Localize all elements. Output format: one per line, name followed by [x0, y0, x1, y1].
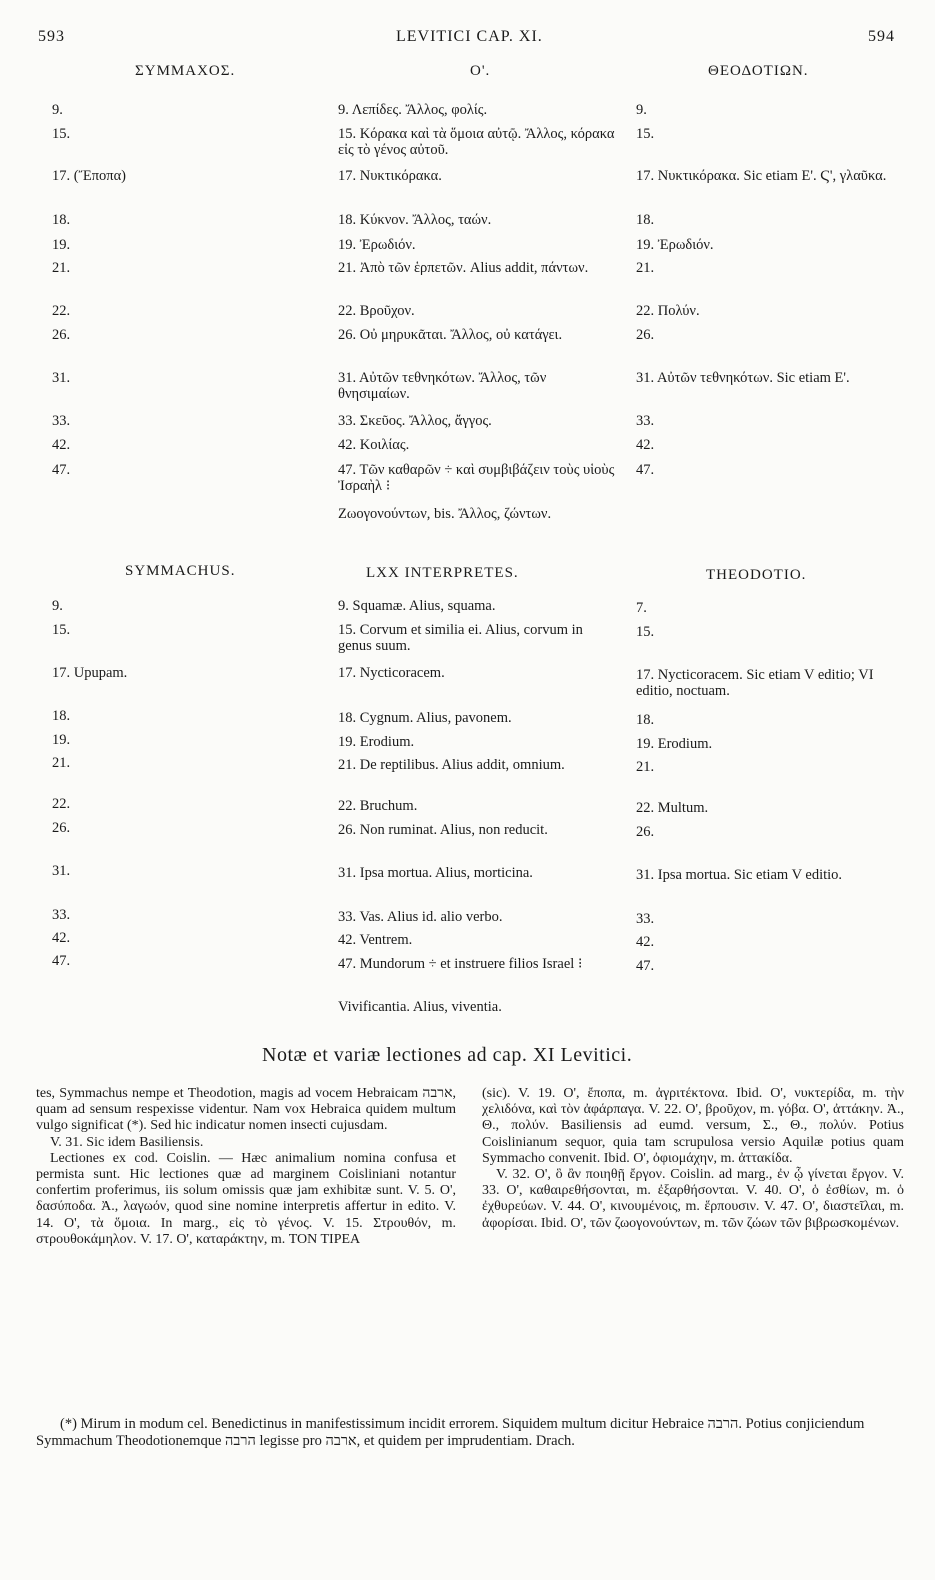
- latin-theo-row: 22. Multum.: [636, 800, 709, 816]
- latin-lxx-row: 15. Corvum et similia ei. Alius, corvum in genus suum.: [338, 622, 583, 654]
- greek-sym-row: 18.: [52, 212, 71, 228]
- greek-lxx-row: 26. Οὐ μηρυκᾶται. Ἄλλος, οὐ κατάγει.: [338, 327, 563, 343]
- latin-head-symmachus: SYMMACHUS.: [125, 563, 236, 579]
- greek-theo-row: 15.: [636, 126, 655, 142]
- greek-sym-row: 33.: [52, 413, 71, 429]
- latin-lxx-row: 33. Vas. Alius id. alio verbo.: [338, 909, 503, 925]
- greek-sym-row: 17. (Ἔποπα): [52, 168, 127, 184]
- latin-sym-row: 42.: [52, 930, 71, 946]
- greek-lxx-row: 17. Νυκτικόρακα.: [338, 168, 442, 184]
- page-title: LEVITICI CAP. XI.: [396, 28, 543, 45]
- latin-theo-row: 19. Erodium.: [636, 736, 713, 752]
- latin-sym-row: 21.: [52, 755, 71, 771]
- greek-sym-row: 19.: [52, 237, 71, 253]
- latin-lxx-row: Vivificantia. Alius, viventia.: [338, 999, 502, 1015]
- latin-lxx-row: 17. Nycticoracem.: [338, 665, 445, 681]
- greek-lxx-row: 42. Κοιλίας.: [338, 437, 410, 453]
- latin-lxx-row: 31. Ipsa mortua. Alius, morticina.: [338, 865, 533, 881]
- notes-paragraph: (sic). V. 19. Ο', ἔποπα, m. ἀγριτέκτονα. Ibid. Ο', νυκτερίδα, m. τὴν χελιδόνα, καὶ τὸν ἀφάρπαγα. V. 22. Ο', βροῦχον, m. γόβα. Ο', ἀττάκην. Ἀ., Θ., πολύν. Basiliensis ad eumd. versum, Σ., Θ., πολύν. Potius Coislinianum sequor, quia tam scrupulosa versio Aquilæ potius quam Symmacho convenit. Ibid. Ο', ὀφιομάχην, m. ἀττακίδα.: [482, 1086, 904, 1166]
- greek-sym-row: 26.: [52, 327, 71, 343]
- notes-left-column: [36, 1086, 456, 1248]
- greek-lxx-row: 21. Ἀπὸ τῶν ἑρπετῶν. Alius addit, πάντων.: [338, 260, 589, 276]
- footnote: (*) Mirum in modum cel. Benedictinus in manifestissimum incidit errorem. Siquidem multum dicitur Hebraice הרבה. Potius conjiciendum Symmachum Theodotionemque הרבה legisse pro ארבה, et quidem per imprudentiam. Drach.: [36, 1416, 865, 1449]
- latin-lxx-row: 21. De reptilibus. Alius addit, omnium.: [338, 757, 565, 773]
- greek-lxx-row: 33. Σκεῦος. Ἄλλος, ἄγγος.: [338, 413, 492, 429]
- latin-theo-row: 18.: [636, 712, 655, 728]
- greek-lxx-row: 15. Κόρακα καὶ τὰ ὅμοια αὐτῷ. Ἄλλος, κόρακα εἰς τὸ γένος αὐτοῦ.: [338, 126, 615, 158]
- latin-lxx-row: 26. Non ruminat. Alius, non reducit.: [338, 822, 548, 838]
- greek-theo-row: 31. Αὐτῶν τεθνηκότων. Sic etiam E'.: [636, 370, 850, 386]
- greek-lxx-row: 22. Βροῦχον.: [338, 303, 415, 319]
- greek-sym-row: 15.: [52, 126, 71, 142]
- latin-lxx-row: 42. Ventrem.: [338, 932, 413, 948]
- greek-theo-row: 42.: [636, 437, 655, 453]
- latin-theo-row: 42.: [636, 934, 655, 950]
- latin-sym-row: 18.: [52, 708, 71, 724]
- notes-paragraph: tes, Symmachus nempe et Theodotion, magis ad vocem Hebraicam ארבה, quam ad sensum respexisse videntur. Nam vox Hebraica quidem multum vulgo significat (*). Sed hic indicatur nomen insecti cujusdam.: [36, 1086, 456, 1134]
- latin-sym-row: 17. Upupam.: [52, 665, 128, 681]
- latin-head-lxx: LXX INTERPRETES.: [366, 565, 519, 581]
- latin-theo-row: 17. Nycticoracem. Sic etiam V editio; VI editio, noctuam.: [636, 667, 874, 699]
- greek-theo-row: 26.: [636, 327, 655, 343]
- latin-lxx-row: 22. Bruchum.: [338, 798, 418, 814]
- latin-theo-row: 21.: [636, 759, 655, 775]
- latin-sym-row: 26.: [52, 820, 71, 836]
- greek-theo-row: 17. Νυκτικόρακα. Sic etiam E'. Ϛ', γλαῦκα.: [636, 168, 887, 184]
- greek-head-theodotion: ΘΕΟΔΟΤΙΩΝ.: [708, 63, 809, 79]
- latin-theo-row: 33.: [636, 911, 655, 927]
- greek-theo-row: 19. Ἐρωδιόν.: [636, 237, 714, 253]
- greek-theo-row: 33.: [636, 413, 655, 429]
- greek-lxx-row: 18. Κύκνον. Ἄλλος, ταών.: [338, 212, 492, 228]
- greek-sym-row: 22.: [52, 303, 71, 319]
- latin-head-theodotio: THEODOTIO.: [706, 567, 807, 583]
- latin-sym-row: 19.: [52, 732, 71, 748]
- greek-lxx-row: 47. Τῶν καθαρῶν ÷ καὶ συμβιβάζειν τοὺς υἱοὺς Ἰσραὴλ ⁝: [338, 462, 615, 494]
- latin-lxx-row: 9. Squamæ. Alius, squama.: [338, 598, 496, 614]
- greek-theo-row: 18.: [636, 212, 655, 228]
- latin-sym-row: 31.: [52, 863, 71, 879]
- latin-theo-row: 31. Ipsa mortua. Sic etiam V editio.: [636, 867, 843, 883]
- greek-theo-row: 22. Πολύν.: [636, 303, 700, 319]
- greek-lxx-row: 9. Λεπίδες. Ἄλλος, φολίς.: [338, 102, 488, 118]
- latin-theo-row: 47.: [636, 958, 655, 974]
- latin-theo-row: 15.: [636, 624, 655, 640]
- page-number-left: 593: [38, 28, 65, 45]
- greek-sym-row: 31.: [52, 370, 71, 386]
- notes-paragraph: V. 31. Sic idem Basiliensis.: [50, 1134, 204, 1150]
- latin-sym-row: 15.: [52, 622, 71, 638]
- latin-lxx-row: 19. Erodium.: [338, 734, 415, 750]
- latin-sym-row: 22.: [52, 796, 71, 812]
- greek-head-lxx: Ο'.: [470, 63, 491, 79]
- latin-sym-row: 9.: [52, 598, 63, 614]
- greek-theo-row: 47.: [636, 462, 655, 478]
- greek-head-symmachus: ΣΥΜΜΑΧΟΣ.: [135, 63, 236, 79]
- greek-sym-row: 42.: [52, 437, 71, 453]
- greek-lxx-row: 19. Ἐρωδιόν.: [338, 237, 416, 253]
- latin-sym-row: 47.: [52, 953, 71, 969]
- notes-title: Notæ et variæ lectiones ad cap. XI Levitici.: [262, 1044, 633, 1066]
- latin-theo-row: 7.: [636, 600, 647, 616]
- notes-paragraph: V. 32. Ο', ὃ ἂν ποιηθῇ ἔργον. Coislin. ad marg., ἐν ᾧ γίνεται ἔργον. V. 33. Ο', καθαιρεθήσονται, m. ἐξαρθήσονται. V. 40. Ο', ὁ ἐσθίων, m. ὁ ἐχθυρεύων. V. 44. Ο', κινουμένοις, m. ἕρπουσιν. V. 47. Ο', διαστεῖλαι, m. ἀφορίσαι. Ibid. Ο', τῶν ζωογονούντων, m. τῶν ζώων τῶν βιβρωσκομένων.: [482, 1167, 904, 1231]
- greek-theo-row: 21.: [636, 260, 655, 276]
- greek-lxx-row: 31. Αὐτῶν τεθνηκότων. Ἄλλος, τῶν θνησιμαίων.: [338, 370, 547, 402]
- latin-theo-row: 26.: [636, 824, 655, 840]
- greek-sym-row: 47.: [52, 462, 71, 478]
- greek-theo-row: 9.: [636, 102, 647, 118]
- latin-lxx-row: 18. Cygnum. Alius, pavonem.: [338, 710, 512, 726]
- latin-sym-row: 33.: [52, 907, 71, 923]
- latin-lxx-row: 47. Mundorum ÷ et instruere filios Israel ⁝: [338, 956, 583, 972]
- greek-sym-row: 9.: [52, 102, 63, 118]
- notes-right-column: [482, 1086, 904, 1232]
- page-number-right: 594: [868, 28, 895, 45]
- notes-paragraph: Lectiones ex cod. Coislin. — Hæc animalium nomina confusa et permista sunt. Hic lectiones quæ ad marginem Coisliniani notantur confertim proferimus, iis solum omissis quæ jam exhibitæ sunt. V. 5. Ο', δασύποδα. Ἀ., λαγωόν, quod sine nomine interpretis affertur in edito. V. 14. Ο', τὰ ὅμοια. In marg., εἰς τὸ γένος. V. 15. Στρουθόν, m. στρουθοκάμηλον. V. 17. Ο', καταράκτην, m. ΤΟΝ ΤΙΡΕΑ: [36, 1150, 456, 1247]
- greek-sym-row: 21.: [52, 260, 71, 276]
- greek-lxx-row: Ζωογονούντων, bis. Ἄλλος, ζώντων.: [338, 506, 552, 522]
